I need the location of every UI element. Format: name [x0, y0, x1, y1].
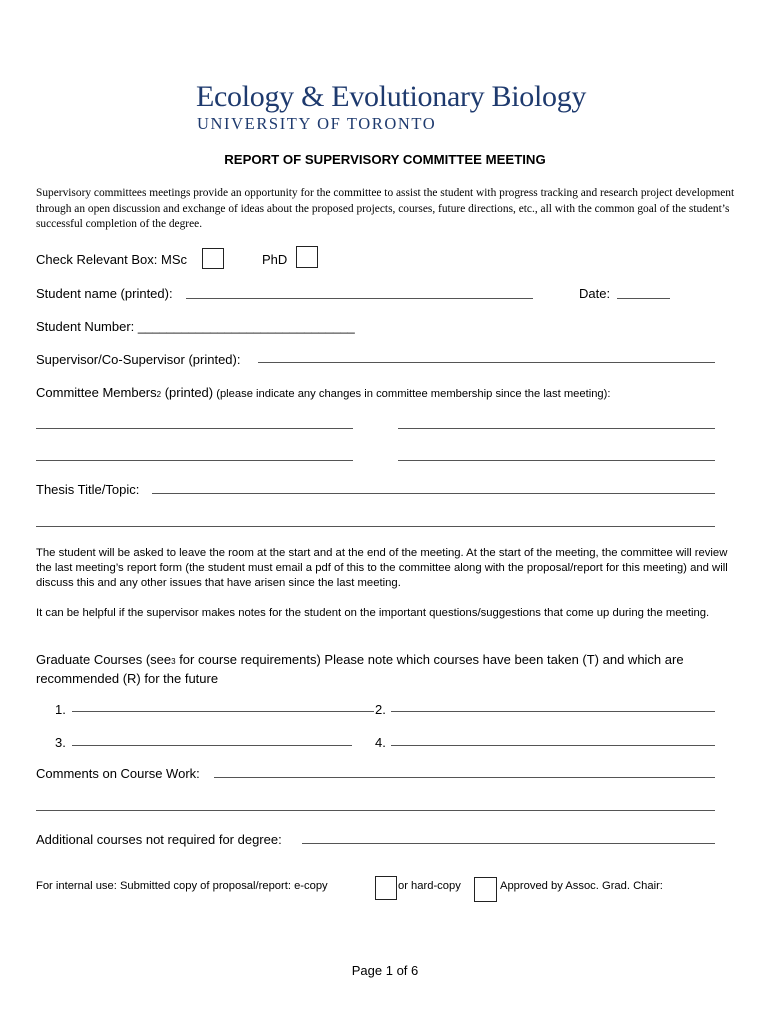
hardcopy-checkbox[interactable]	[474, 877, 497, 902]
committee-member-field-3[interactable]	[36, 460, 353, 461]
supervisor-label: Supervisor/Co-Supervisor (printed):	[36, 352, 241, 367]
check-relevant-label: Check Relevant Box: MSc	[36, 252, 188, 267]
page-number: Page 1 of 6	[351, 963, 419, 978]
hardcopy-label: or hard-copy	[398, 880, 461, 892]
course-field-3[interactable]	[72, 745, 352, 746]
course-field-4[interactable]	[391, 745, 715, 746]
comments-label: Comments on Course Work:	[36, 766, 200, 781]
date-label: Date:	[579, 286, 611, 301]
phd-checkbox[interactable]	[296, 246, 318, 268]
course-item-4-label: 4.	[375, 735, 386, 750]
student-number-label: Student Number: ______________________________	[36, 319, 355, 334]
form-title: REPORT OF SUPERVISORY COMMITTEE MEETING	[224, 152, 546, 167]
student-name-field[interactable]	[186, 298, 533, 299]
committee-footnote-ref: 2	[156, 390, 162, 399]
thesis-field[interactable]	[152, 493, 715, 494]
thesis-field-continued[interactable]	[36, 526, 715, 527]
course-item-1-label: 1.	[55, 702, 66, 717]
comments-field[interactable]	[214, 777, 715, 778]
supervisor-field[interactable]	[258, 362, 715, 363]
committee-member-field-1[interactable]	[36, 428, 353, 429]
ecopy-checkbox[interactable]	[375, 876, 397, 900]
msc-checkbox[interactable]	[202, 248, 224, 269]
brand-department: Ecology & Evolutionary Biology	[196, 80, 587, 113]
course-field-1[interactable]	[72, 711, 374, 712]
approved-label: Approved by Assoc. Grad. Chair:	[500, 880, 663, 892]
meeting-procedure-text: The student will be asked to leave the room at the start and at the end of the meeting. At the start of the meeting, the committee will review the last meeting’s report form (the student must email a pdf of this to the committee along with the proposal/report for this meeting) and will discuss this and any other issues that have arisen since the last meeting.	[36, 547, 728, 589]
committee-label-row	[36, 384, 610, 402]
course-item-3-label: 3.	[55, 735, 66, 750]
courses-instructions	[36, 651, 736, 687]
courses-text-a: Graduate Courses (see	[36, 652, 172, 667]
committee-label: Committee Members	[36, 385, 157, 400]
committee-member-field-4[interactable]	[398, 460, 715, 461]
internal-use-label: For internal use: Submitted copy of proposal/report: e-copy	[36, 880, 328, 892]
course-item-2-label: 2.	[375, 702, 386, 717]
student-name-label: Student name (printed):	[36, 286, 173, 301]
committee-note: (please indicate any changes in committee membership since the last meeting):	[213, 388, 611, 400]
courses-footnote-ref: 3	[171, 657, 176, 666]
courses-text-b: for course requirements) Please note which courses have been taken (T) and which are recommended (R) for the future	[36, 652, 684, 686]
supervisor-notes-text: It can be helpful if the supervisor makes notes for the student on the important questions/suggestions that come up during the meeting.	[36, 607, 710, 619]
additional-courses-field[interactable]	[302, 843, 715, 844]
brand-university: UNIVERSITY OF TORONTO	[197, 114, 437, 133]
phd-label: PhD	[262, 252, 288, 267]
committee-printed: (printed)	[161, 385, 214, 400]
additional-courses-label: Additional courses not required for degree:	[36, 832, 282, 847]
comments-field-continued[interactable]	[36, 810, 715, 811]
date-field[interactable]	[617, 298, 670, 299]
committee-member-field-2[interactable]	[398, 428, 715, 429]
course-field-2[interactable]	[391, 711, 715, 712]
intro-text: Supervisory committees meetings provide an opportunity for the committee to assist the student with progress tracking and research project development through an open discussion and exchange of ideas about the proposed projects, courses, future directions, etc., all with the common goal of the student’s successful completion of the degree.	[36, 187, 735, 230]
thesis-label: Thesis Title/Topic:	[36, 482, 140, 497]
